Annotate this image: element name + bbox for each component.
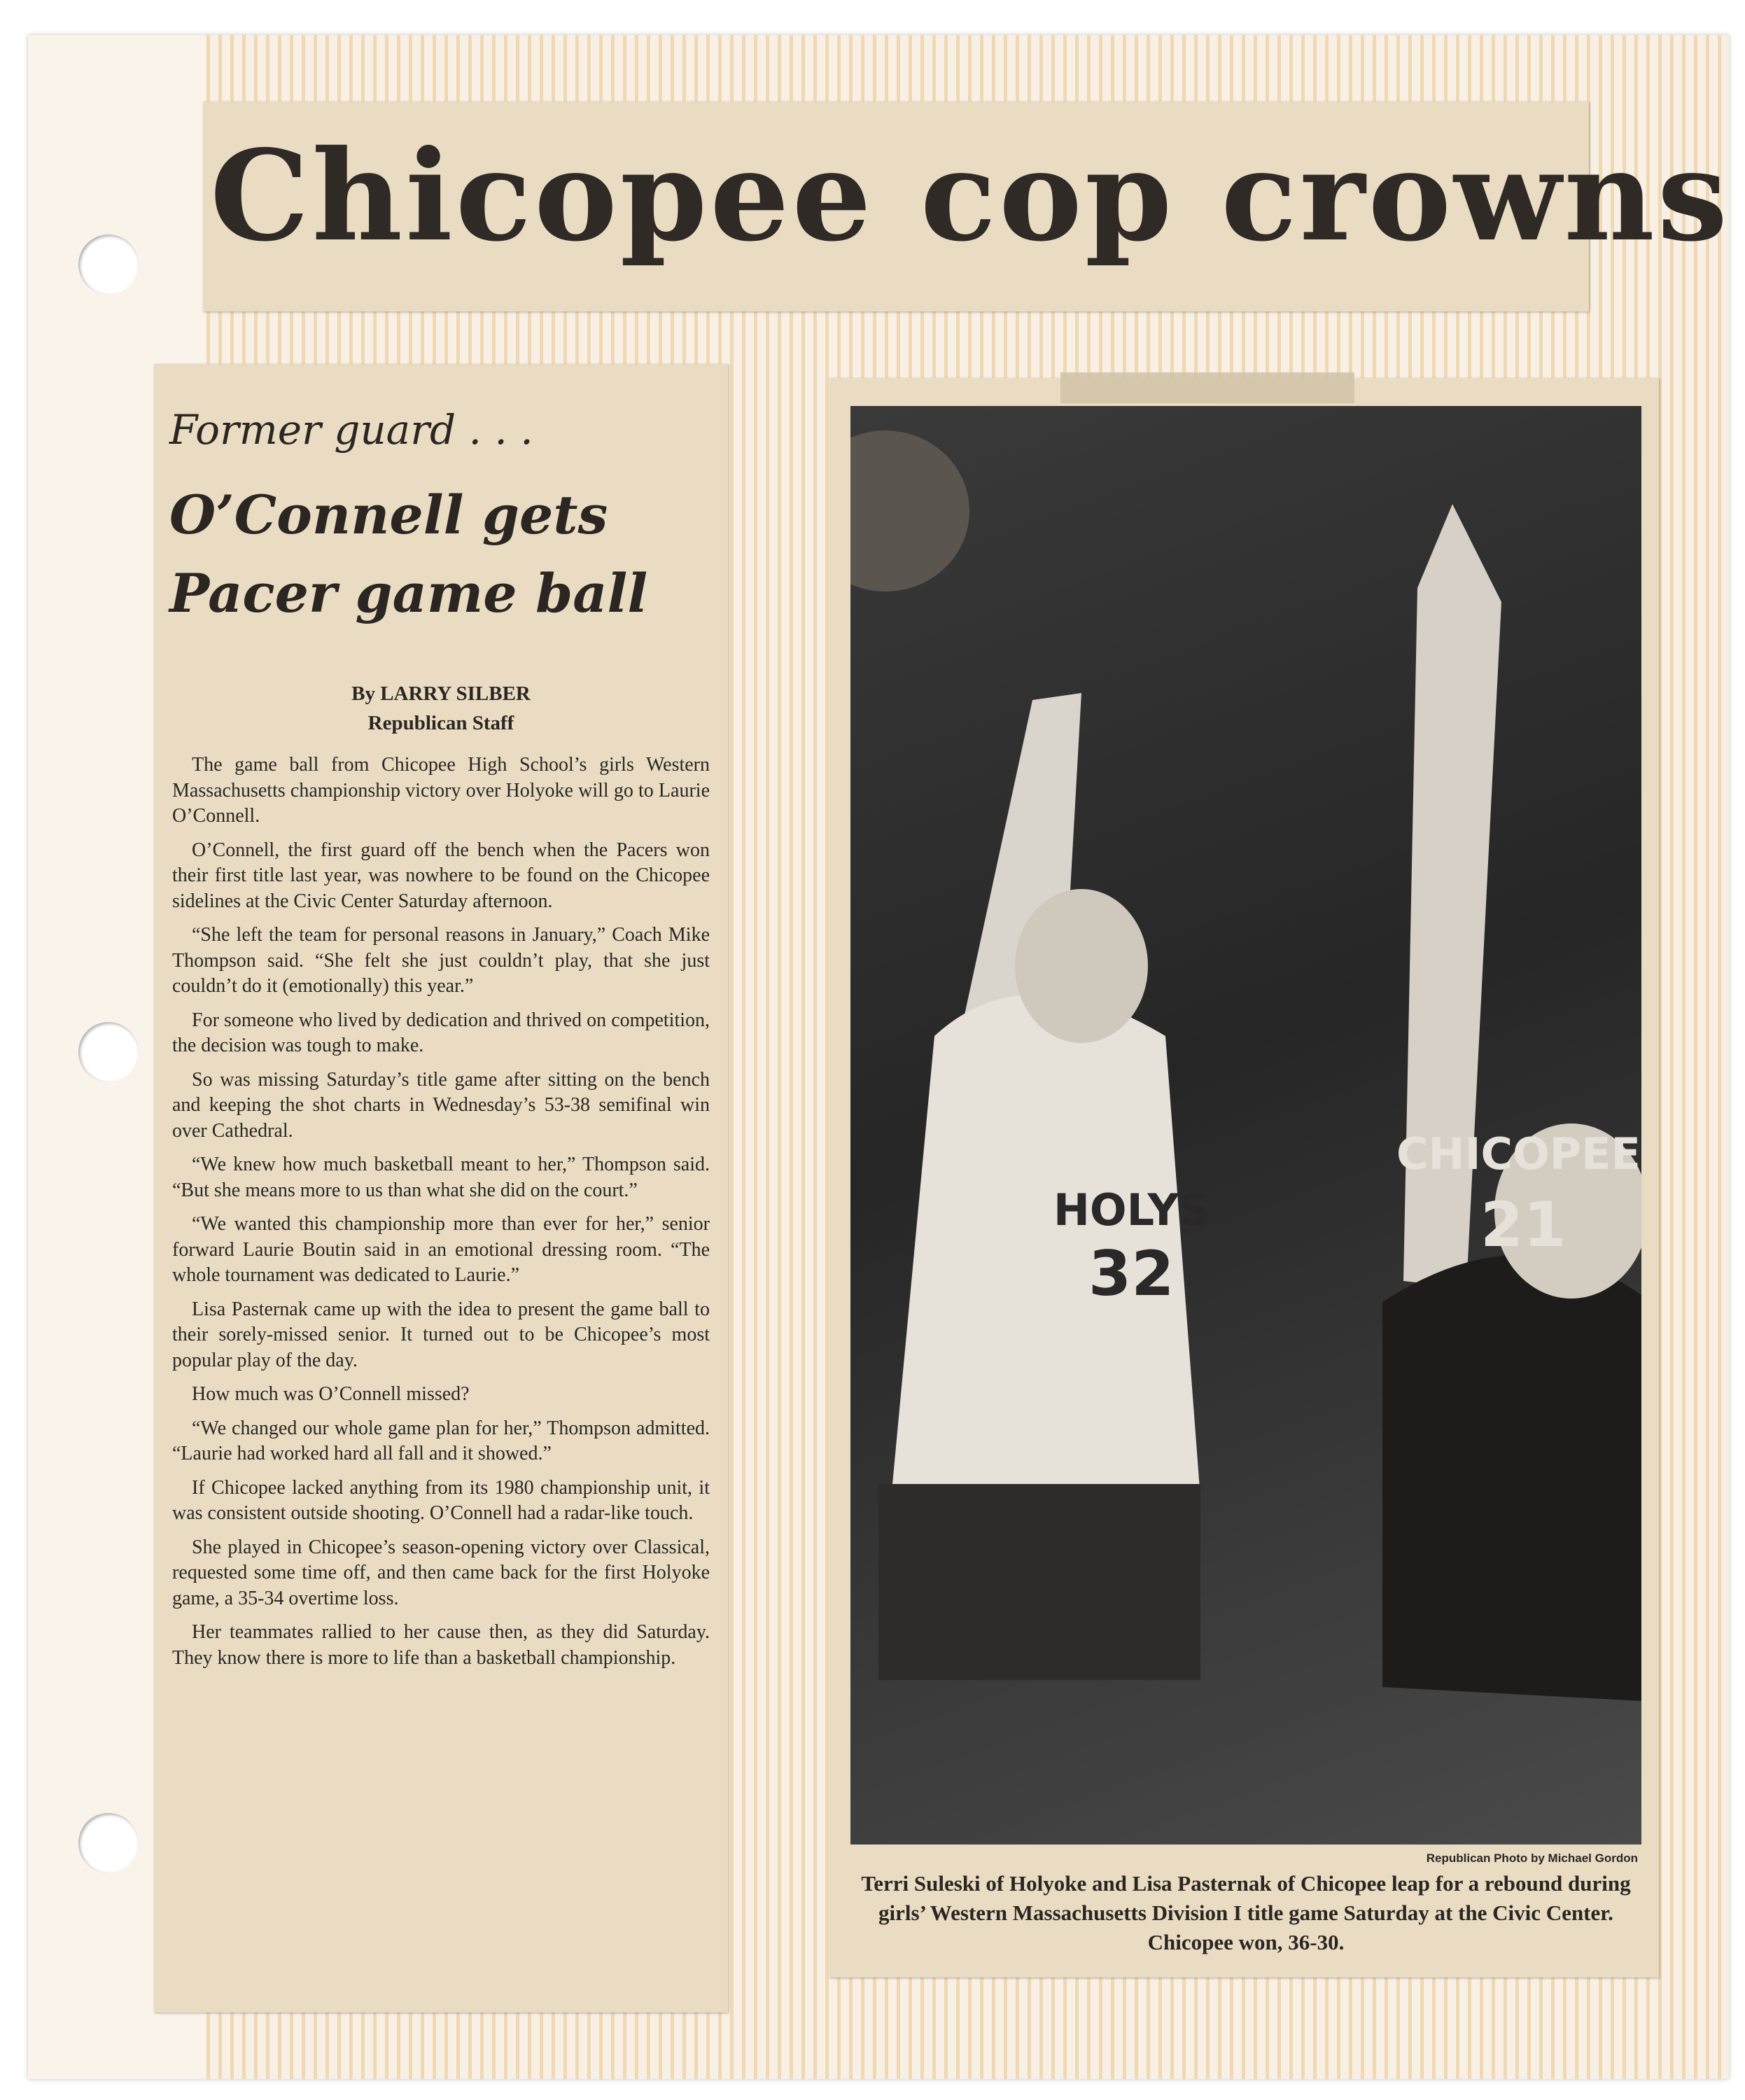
article-paragraph: For someone who lived by dedication and thrived on competition, the decision was tough to make. [172, 1009, 710, 1056]
jersey-text-right: CHICOPEE [1396, 1128, 1641, 1180]
jersey-number-right: 21 [1480, 1189, 1567, 1261]
article-paragraph: “We changed our whole game plan for her,” Thompson admitted. “Laurie had worked hard all fall and it showed.” [172, 1417, 710, 1464]
right-player-jersey [1382, 1254, 1641, 1701]
article-paragraph: So was missing Saturday’s title game after sitting on the bench and keeping the shot charts in Wednesday’s 53-38 semifinal win over Cathedral. [172, 1068, 710, 1142]
byline-block [154, 679, 728, 738]
jersey-text-left: HOLYS [1053, 1184, 1210, 1236]
article-paragraph: Her teammates rallied to her cause then, as they did Saturday. They know there is more to life than a basketball championship. [172, 1621, 710, 1669]
article-body [172, 752, 710, 1679]
article-paragraph: If Chicopee lacked anything from its 1980 championship unit, it was consistent outside shooting. O’Connell had a radar-like touch. [172, 1476, 710, 1524]
article-paragraph: “We wanted this championship more than ever for her,” senior forward Laurie Boutin said in an emotional dressing room. “The whole tournament was dedicated to Laurie.” [172, 1213, 710, 1286]
binder-hole-middle [78, 1022, 139, 1082]
headline-clipping [203, 102, 1731, 312]
article-headline-line: O’Connell gets [169, 484, 608, 546]
byline: By LARRY SILBER [351, 682, 531, 705]
basketball [850, 430, 969, 592]
article-paragraph: O’Connell, the first guard off the bench when the Pacers won their first title last year, was nowhere to be found on the Chicopee sidelines at the Civic Center Saturday afternoon. [172, 839, 710, 912]
staff-line: Republican Staff [367, 712, 514, 734]
article-kicker: Former guard . . . [169, 406, 533, 454]
left-player-shorts [878, 1484, 1200, 1680]
main-headline: Chicopee cop crowns [210, 122, 1731, 269]
photo-clipping [829, 378, 1659, 1977]
basketball-photo [850, 406, 1641, 1844]
binder-hole-top [78, 234, 139, 295]
article-paragraph: How much was O’Connell missed? [192, 1383, 470, 1405]
scrapbook-page [28, 35, 1729, 2079]
article-headline-line: Pacer game ball [169, 562, 648, 624]
photo-caption: Terri Suleski of Holyoke and Lisa Pasternak of Chicopee leap for a rebound during girls’ Western Massachusetts Division I title game Saturday at the Civic Center. Chicopee won, 36-30. [861, 1871, 1631, 1954]
photo-illustration [850, 406, 1641, 1844]
article-paragraph: “She left the team for personal reasons in January,” Coach Mike Thompson said. “She felt she just couldn’t play, that she just couldn’t do it (emotionally) this year.” [172, 924, 710, 997]
article-clipping [154, 364, 728, 2012]
article-paragraph: She played in Chicopee’s season-opening victory over Classical, requested some time off, and then came back for the first Holyoke game, a 35-34 overtime loss. [172, 1536, 710, 1609]
article-headline [169, 476, 715, 633]
photo-credit: Republican Photo by Michael Gordon [1426, 1851, 1638, 1865]
left-player-head [1015, 889, 1148, 1043]
tape-strip [1060, 372, 1354, 403]
binder-hole-bottom [78, 1813, 139, 1873]
article-paragraph: Lisa Pasternak came up with the idea to present the game ball to their sorely-missed senior. It turned out to be Chicopee’s most popular play of the day. [172, 1298, 710, 1371]
jersey-number-left: 32 [1088, 1238, 1175, 1310]
article-paragraph: The game ball from Chicopee High School’s girls Western Massachusetts championship victory over Holyoke will go to Laurie O’Connell. [172, 754, 710, 827]
article-paragraph: “We knew how much basketball meant to her,” Thompson said. “But she means more to us than what she did on the court.” [172, 1154, 710, 1201]
